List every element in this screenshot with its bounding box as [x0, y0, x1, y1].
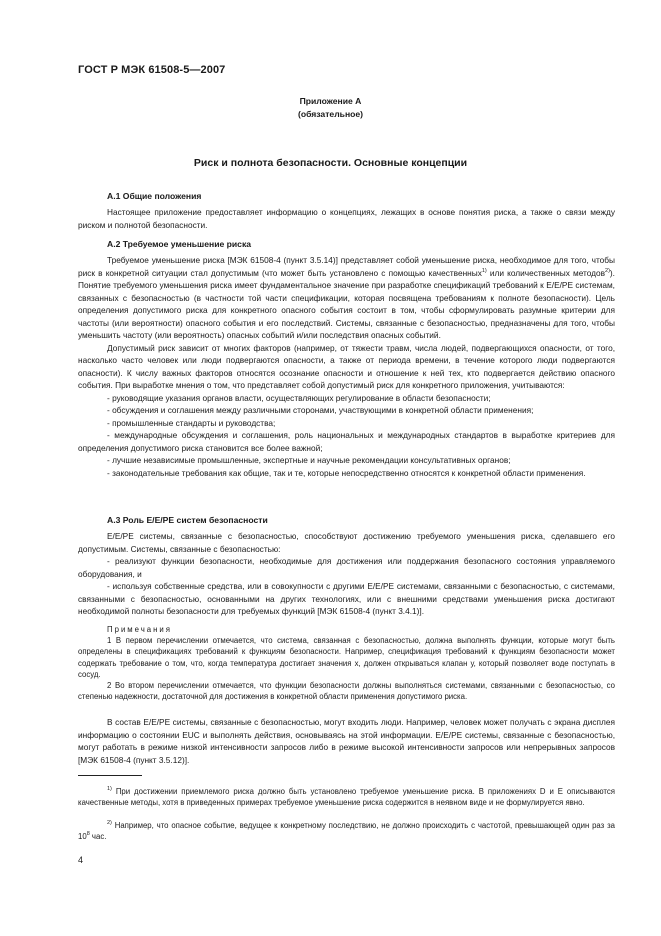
- note: 2 Во втором перечислении отмечается, что функции безопасности должны выполняться системами, связанными с безопасностью, со степенью надежности, достаточной для достижения в конкретной области применения допустимого риска.: [78, 681, 615, 702]
- list-item: - используя собственные средства, или в совокупности с другими Е/Е/РЕ системами, связанными с безопасностью, с системами, связанными с безопасностью, основанными на других технологиях, или с внешними средствами уменьшения риска достигают необходимой полноты безопасности для требуемых функций [МЭК 61508-4 (пункт 3.4.1)].: [78, 581, 615, 616]
- notes-block: [78, 624, 615, 702]
- text-run: час.: [89, 832, 107, 842]
- section-a1-heading: А.1 Общие положения: [107, 191, 202, 201]
- section-a2-heading: А.2 Требуемое уменьшение риска: [107, 239, 252, 249]
- footnote-1: [78, 786, 615, 808]
- page-title: Риск и полнота безопасности. Основные концепции: [193, 157, 468, 169]
- annex-label: Приложение А: [299, 96, 362, 106]
- list-item: - законодательные требования как общие, так и те, которые непосредственно относятся к конкретной области применения.: [107, 467, 586, 478]
- footnote-2: [78, 820, 615, 842]
- text-run: При достижении приемлемого риска должно быть установлено требуемое уменьшение риска. В приложениях D и Е описываются качественные методы, хотя в приведенных примерах требуемое уменьшение риска содержится в неявном виде и не формулируется явно.: [78, 787, 615, 808]
- footnote-divider: [78, 775, 142, 776]
- text-run: ). Понятие требуемого уменьшения риска имеет фундаментальное значение при разработке спецификаций требований к Е/Е/РЕ системам, связанных с безопасностью (в частности той части спецификации, которая посвящена требованиям к полноте безопасности). Цель определения допустимого риска для конкретного опасного события состоит в том, чтобы сформулировать разумные критерии для частоты (или вероятности) опасного события и его последствий. Системы, связанные с безопасностью, предназначены для того, чтобы уменьшить частоту (или вероятность) опасных событий и/или последствия опасных событий.: [78, 267, 615, 340]
- note: 1 В первом перечислении отмечается, что система, связанная с безопасностью, должна выполнять функции, которые могут быть определены в спецификациях требований к функциям безопасности. Например, спецификация требований к функциям безопасности может содержать требование о том, что, когда температура достигает значения х, должен открываться клапан у, который позволяет воде поступать в сосуд.: [78, 636, 615, 679]
- paragraph: [78, 254, 615, 342]
- page-number: 4: [78, 855, 84, 865]
- list-item: - реализуют функции безопасности, необходимые для достижения или поддержания безопасного состояния управляемого оборудования, и: [78, 556, 615, 579]
- paragraph: Допустимый риск зависит от многих факторов (например, от тяжести травм, числа людей, подвергающихся опасности, от того, насколько часто человек или люди подвергаются опасности, а также от периода времени, в течение которого люди подвергаются опасности). К числу важных факторов относятся осознание опасности и отношение к ней тех, кто подвергается действию опасного события. При выработке мнения о том, что представляет собой допустимый риск для конкретного приложения, учитываются:: [78, 342, 615, 390]
- paragraph: В состав Е/Е/РЕ системы, связанные с безопасностью, могут входить люди. Например, человек может получать с экрана дисплея информацию о состоянии EUC и выполнять действия, основываясь на этой информации. Е/Е/РЕ системы, связанные с безопасностью, могут работать в режиме низкой интенсивности запросов либо в режиме высокой интенсивности запросов или непрерывных запросов [МЭК 61508-4 (пункт 3.5.12)].: [78, 717, 615, 765]
- section-a3-body: [78, 530, 615, 618]
- standard-header: ГОСТ Р МЭК 61508-5—2007: [78, 64, 226, 76]
- list-item: - промышленные стандарты и руководства;: [107, 417, 276, 428]
- text-run: Например, что опасное событие, ведущее к конкретному последствию, не должно происходить с частотой, превышающей один раз за 10: [78, 821, 615, 842]
- list-item: - обсуждения и соглашения между различными сторонами, участвующими в конкретной области применения;: [107, 405, 534, 415]
- footnote-ref: 2): [605, 267, 610, 274]
- footnote-marker: 1): [107, 786, 112, 792]
- annex-status: (обязательное): [297, 109, 364, 119]
- notes-heading: Примечания: [107, 625, 173, 634]
- paragraph: Настоящее приложение предоставляет информацию о концепциях, лежащих в основе понятия риска, а также о связи между риском и полнотой безопасности.: [78, 207, 615, 230]
- text-run: или количественных методов: [486, 267, 606, 278]
- footnote-text: [78, 786, 615, 808]
- exponent: 8: [86, 831, 90, 838]
- section-a2-body: [78, 254, 615, 479]
- footnote-ref: 1): [481, 267, 487, 274]
- paragraph: Е/Е/РЕ системы, связанные с безопасностью, способствуют достижению требуемого уменьшения риска, сделавшего его допустимым. Системы, связанные с безопасностью:: [78, 531, 615, 554]
- footnote-marker: 2): [107, 820, 112, 826]
- section-a3-closing: [78, 716, 615, 766]
- section-a3-heading: А.3 Роль Е/Е/РЕ систем безопасности: [107, 515, 268, 525]
- list-item: - лучшие независимые промышленные, экспертные и научные рекомендации консультативных органов;: [107, 455, 511, 465]
- section-a1-body: [78, 206, 615, 231]
- text-run: Требуемое уменьшение риска [МЭК 61508-4 (пункт 3.5.14)] представляет собой уменьшение риска, необходимое для того, чтобы риск в конкретной ситуации стал допустимым (что может быть установлено с помощью качественных: [78, 255, 615, 278]
- footnote-text: [78, 820, 615, 842]
- list-item: - международные обсуждения и соглашения, роль национальных и международных стандартов в выработке критериев для определения допустимого риска становится все более важной;: [78, 430, 615, 453]
- list-item: - руководящие указания органов власти, осуществляющих регулирование в области безопасности;: [107, 392, 491, 403]
